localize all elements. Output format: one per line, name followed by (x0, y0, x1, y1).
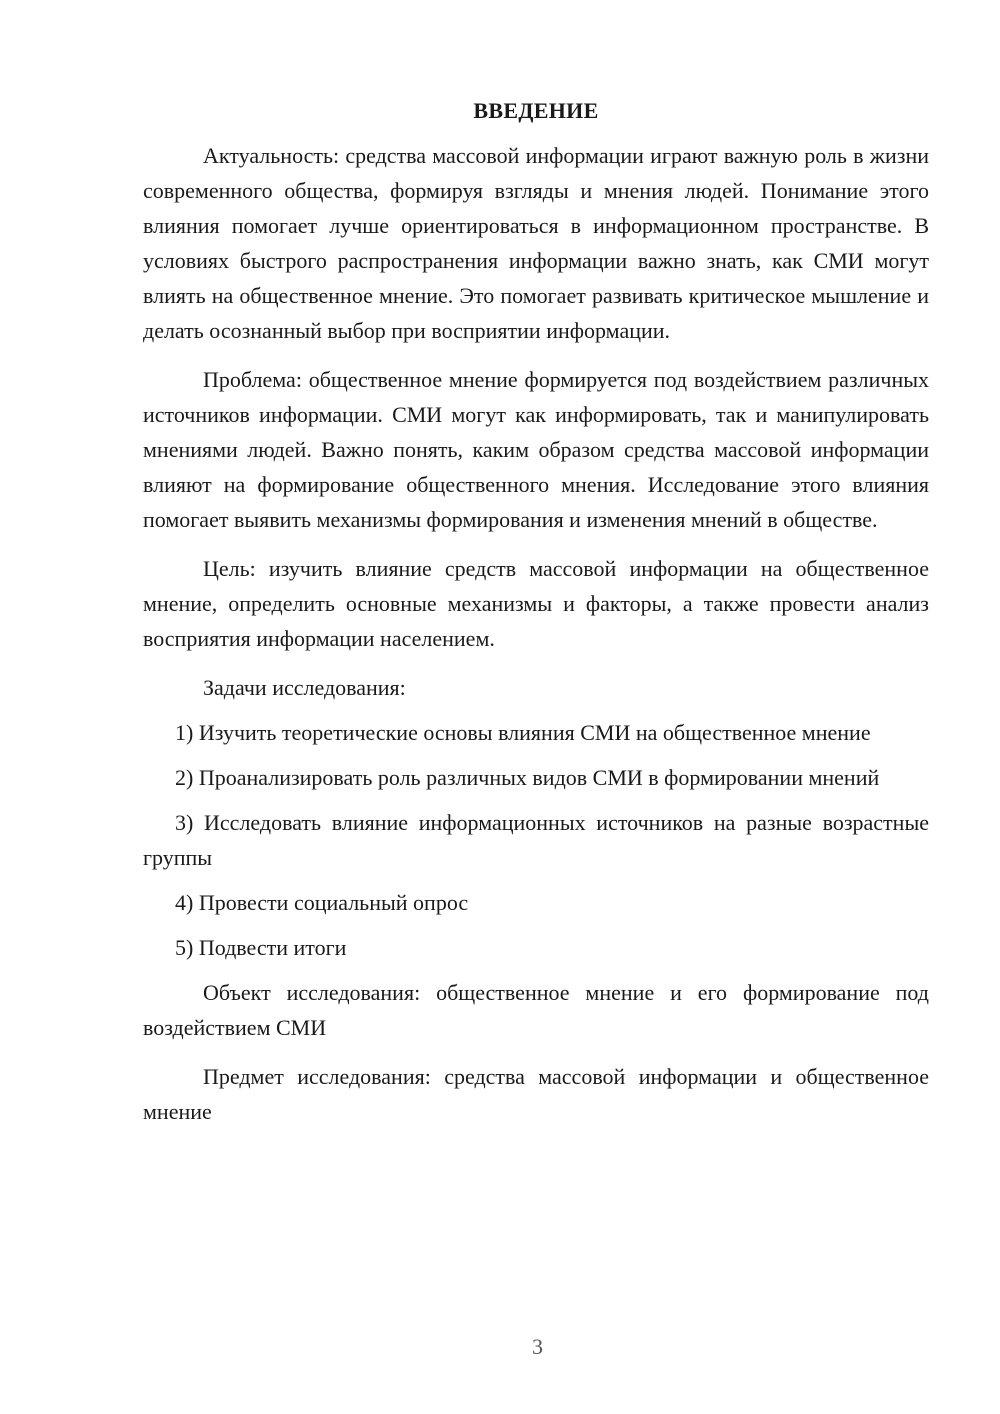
problem-paragraph: Проблема: общественное мнение формируется под воздействием различных источников информации. СМИ могут как информировать, так и манипулировать мнениями людей. Важно понять, каким образом средства массовой информации влияют на формирование общественного мнения. Исследование этого влияния помогает выявить механизмы формирования и изменения мнений в обществе. (143, 367, 929, 532)
list-item: 4) Провести социальный опрос (175, 890, 469, 915)
page-title: ВВЕДЕНИЕ (473, 98, 599, 123)
page-content (143, 96, 929, 1143)
goal-paragraph: Цель: изучить влияние средств массовой информации на общественное мнение, определить основные механизмы и факторы, а также провести анализ восприятия информации населением. (143, 556, 929, 651)
relevance-paragraph: Актуальность: средства массовой информации играют важную роль в жизни современного общества, формируя взгляды и мнения людей. Понимание этого влияния помогает лучше ориентироваться в информационном пространстве. В условиях быстрого распространения информации важно знать, как СМИ могут влиять на общественное мнение. Это помогает развивать критическое мышление и делать осознанный выбор при восприятии информации. (143, 143, 929, 343)
list-item: 1) Изучить теоретические основы влияния СМИ на общественное мнение (175, 720, 871, 745)
tasks-list (143, 715, 929, 965)
object-paragraph: Объект исследования: общественное мнение и его формирование под воздействием СМИ (143, 980, 929, 1040)
subject-paragraph: Предмет исследования: средства массовой информации и общественное мнение (143, 1064, 929, 1124)
tasks-heading: Задачи исследования: (203, 675, 406, 700)
list-item: 3) Исследовать влияние информационных источников на разные возрастные группы (143, 810, 929, 870)
list-item: 2) Проанализировать роль различных видов СМИ в формировании мнений (175, 765, 880, 790)
list-item: 5) Подвести итоги (175, 935, 347, 960)
page-number: 3 (532, 1334, 543, 1359)
